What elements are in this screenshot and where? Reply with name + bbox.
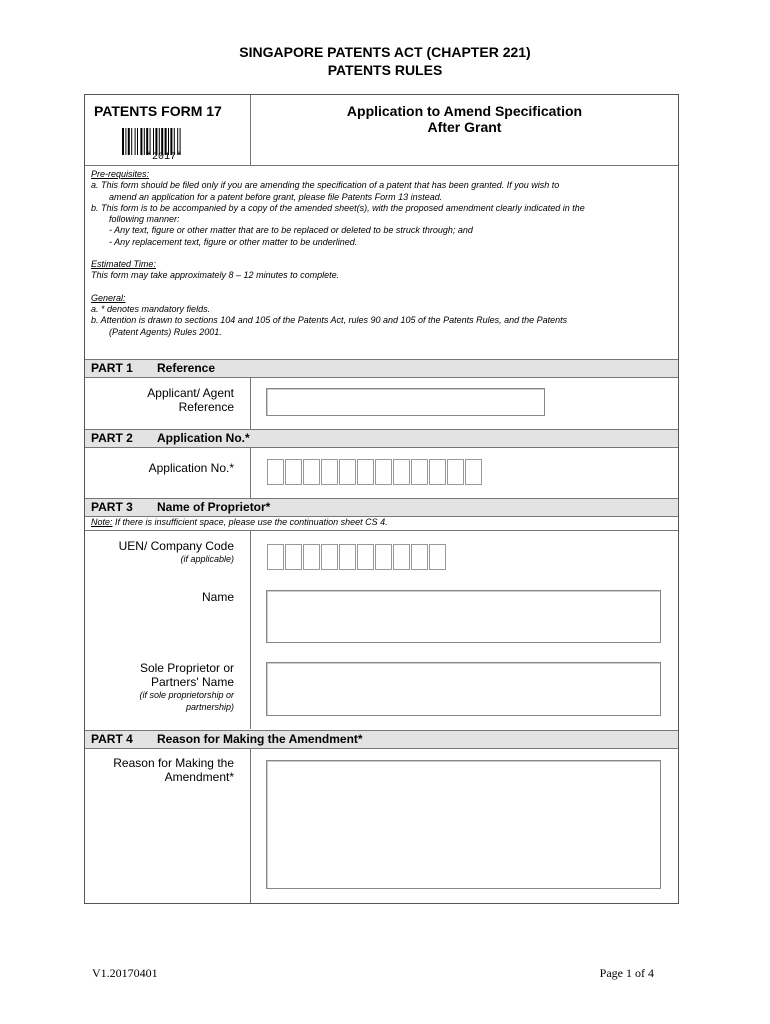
part1-title: Reference xyxy=(157,361,216,375)
applicant-reference-label-line2: Reference xyxy=(178,400,234,414)
column-divider xyxy=(250,447,251,498)
application-no-input[interactable] xyxy=(267,459,483,485)
barcode-text: *2017* xyxy=(146,152,183,163)
uen-cell[interactable] xyxy=(285,544,302,570)
applicant-reference-label-line1: Applicant/ Agent xyxy=(147,386,234,400)
prereq-b-item1: - Any text, figure or other matter that are to be replaced or deleted to be struck through; and xyxy=(109,225,473,236)
reason-label xyxy=(113,756,234,784)
application-no-cell[interactable] xyxy=(267,459,284,485)
rules-heading: PATENTS RULES xyxy=(327,62,443,78)
part3-note-label: Note: xyxy=(91,517,113,527)
part2-header xyxy=(85,429,678,448)
application-no-cell[interactable] xyxy=(465,459,482,485)
page-number: Page 1 of 4 xyxy=(599,966,654,980)
version-footer: V1.20170401 xyxy=(92,966,158,980)
uen-cell[interactable] xyxy=(303,544,320,570)
part3-header xyxy=(85,498,678,517)
application-no-cell[interactable] xyxy=(285,459,302,485)
name-input[interactable] xyxy=(266,590,661,643)
uen-cell[interactable] xyxy=(339,544,356,570)
part4-header xyxy=(85,730,678,749)
sole-proprietor-label-line1: Sole Proprietor or xyxy=(139,661,234,675)
application-no-cell[interactable] xyxy=(429,459,446,485)
column-divider xyxy=(250,377,251,429)
part4-title: Reason for Making the Amendment* xyxy=(157,732,363,746)
part1-header xyxy=(85,359,678,378)
name-label: Name xyxy=(201,590,234,604)
application-no-cell[interactable] xyxy=(393,459,410,485)
part3-note-text: If there is insufficient space, please use the continuation sheet CS 4. xyxy=(112,517,388,527)
application-no-cell[interactable] xyxy=(321,459,338,485)
prereq-b-item2: - Any replacement text, figure or other matter to be underlined. xyxy=(109,236,358,247)
reason-label-line1: Reason for Making the xyxy=(113,756,234,770)
application-no-cell[interactable] xyxy=(339,459,356,485)
patents-form xyxy=(84,94,679,904)
sole-proprietor-sub-line2: partnership) xyxy=(185,702,234,712)
uen-cell[interactable] xyxy=(267,544,284,570)
uen-cell[interactable] xyxy=(429,544,446,570)
uen-input[interactable] xyxy=(267,544,447,570)
part4-number: PART 4 xyxy=(91,732,133,746)
time-text: This form may take approximately 8 – 12 minutes to complete. xyxy=(91,270,340,281)
uen-cell[interactable] xyxy=(357,544,374,570)
general-heading: General: xyxy=(91,292,126,303)
applicant-reference-label xyxy=(147,386,234,414)
applicant-reference-input[interactable] xyxy=(266,388,545,416)
part2-number: PART 2 xyxy=(91,431,133,445)
form-title xyxy=(251,103,678,135)
reason-input[interactable] xyxy=(266,760,661,889)
part1-number: PART 1 xyxy=(91,361,133,375)
form-title-line2: After Grant xyxy=(427,119,502,135)
uen-label xyxy=(119,539,234,565)
sole-proprietor-label xyxy=(139,661,234,713)
sole-proprietor-sub-line1: (if sole proprietorship or xyxy=(139,690,234,700)
prereq-a-cont: amend an application for a patent before grant, please file Patents Form 13 instead. xyxy=(109,191,443,202)
general-b: b. Attention is drawn to sections 104 and 105 of the Patents Act, rules 90 and 105 of the Patents Rules, and the Patents xyxy=(91,315,568,326)
general-a: a. * denotes mandatory fields. xyxy=(91,303,211,314)
reason-label-line2: Amendment* xyxy=(164,770,234,784)
general-b-cont: (Patent Agents) Rules 2001. xyxy=(109,326,222,337)
application-no-cell[interactable] xyxy=(411,459,428,485)
application-no-cell[interactable] xyxy=(447,459,464,485)
prereq-b: b. This form is to be accompanied by a copy of the amended sheet(s), with the proposed amendment clearly indicated in the xyxy=(91,202,585,213)
prereq-b-cont: following manner: xyxy=(109,214,180,225)
part2-title: Application No.* xyxy=(157,431,250,445)
column-divider xyxy=(250,531,251,729)
part3-number: PART 3 xyxy=(91,500,133,514)
uen-cell[interactable] xyxy=(393,544,410,570)
sole-proprietor-input[interactable] xyxy=(266,662,661,716)
notes-section xyxy=(91,169,585,338)
uen-label-text: UEN/ Company Code xyxy=(118,539,234,553)
uen-cell[interactable] xyxy=(411,544,428,570)
barcode xyxy=(122,128,212,155)
uen-cell[interactable] xyxy=(375,544,392,570)
form-title-line1: Application to Amend Specification xyxy=(346,103,583,119)
column-divider xyxy=(250,748,251,903)
act-heading: SINGAPORE PATENTS ACT (CHAPTER 221) xyxy=(239,44,531,60)
uen-label-sub: (if applicable) xyxy=(180,554,234,564)
barcode-image xyxy=(122,128,212,155)
prereq-heading: Pre-requisites: xyxy=(91,169,150,179)
application-no-label: Application No.* xyxy=(148,461,234,475)
time-heading: Estimated Time: xyxy=(91,259,156,270)
part3-note xyxy=(91,517,388,527)
uen-cell[interactable] xyxy=(321,544,338,570)
application-no-cell[interactable] xyxy=(303,459,320,485)
form-number: PATENTS FORM 17 xyxy=(94,103,222,119)
application-no-cell[interactable] xyxy=(375,459,392,485)
divider xyxy=(85,165,678,166)
divider xyxy=(85,530,678,531)
application-no-cell[interactable] xyxy=(357,459,374,485)
sole-proprietor-label-line2: Partners' Name xyxy=(151,675,234,689)
part3-title: Name of Proprietor* xyxy=(157,500,271,514)
prereq-a: a. This form should be filed only if you are amending the specification of a patent that has been granted. If you wish to xyxy=(91,180,560,191)
